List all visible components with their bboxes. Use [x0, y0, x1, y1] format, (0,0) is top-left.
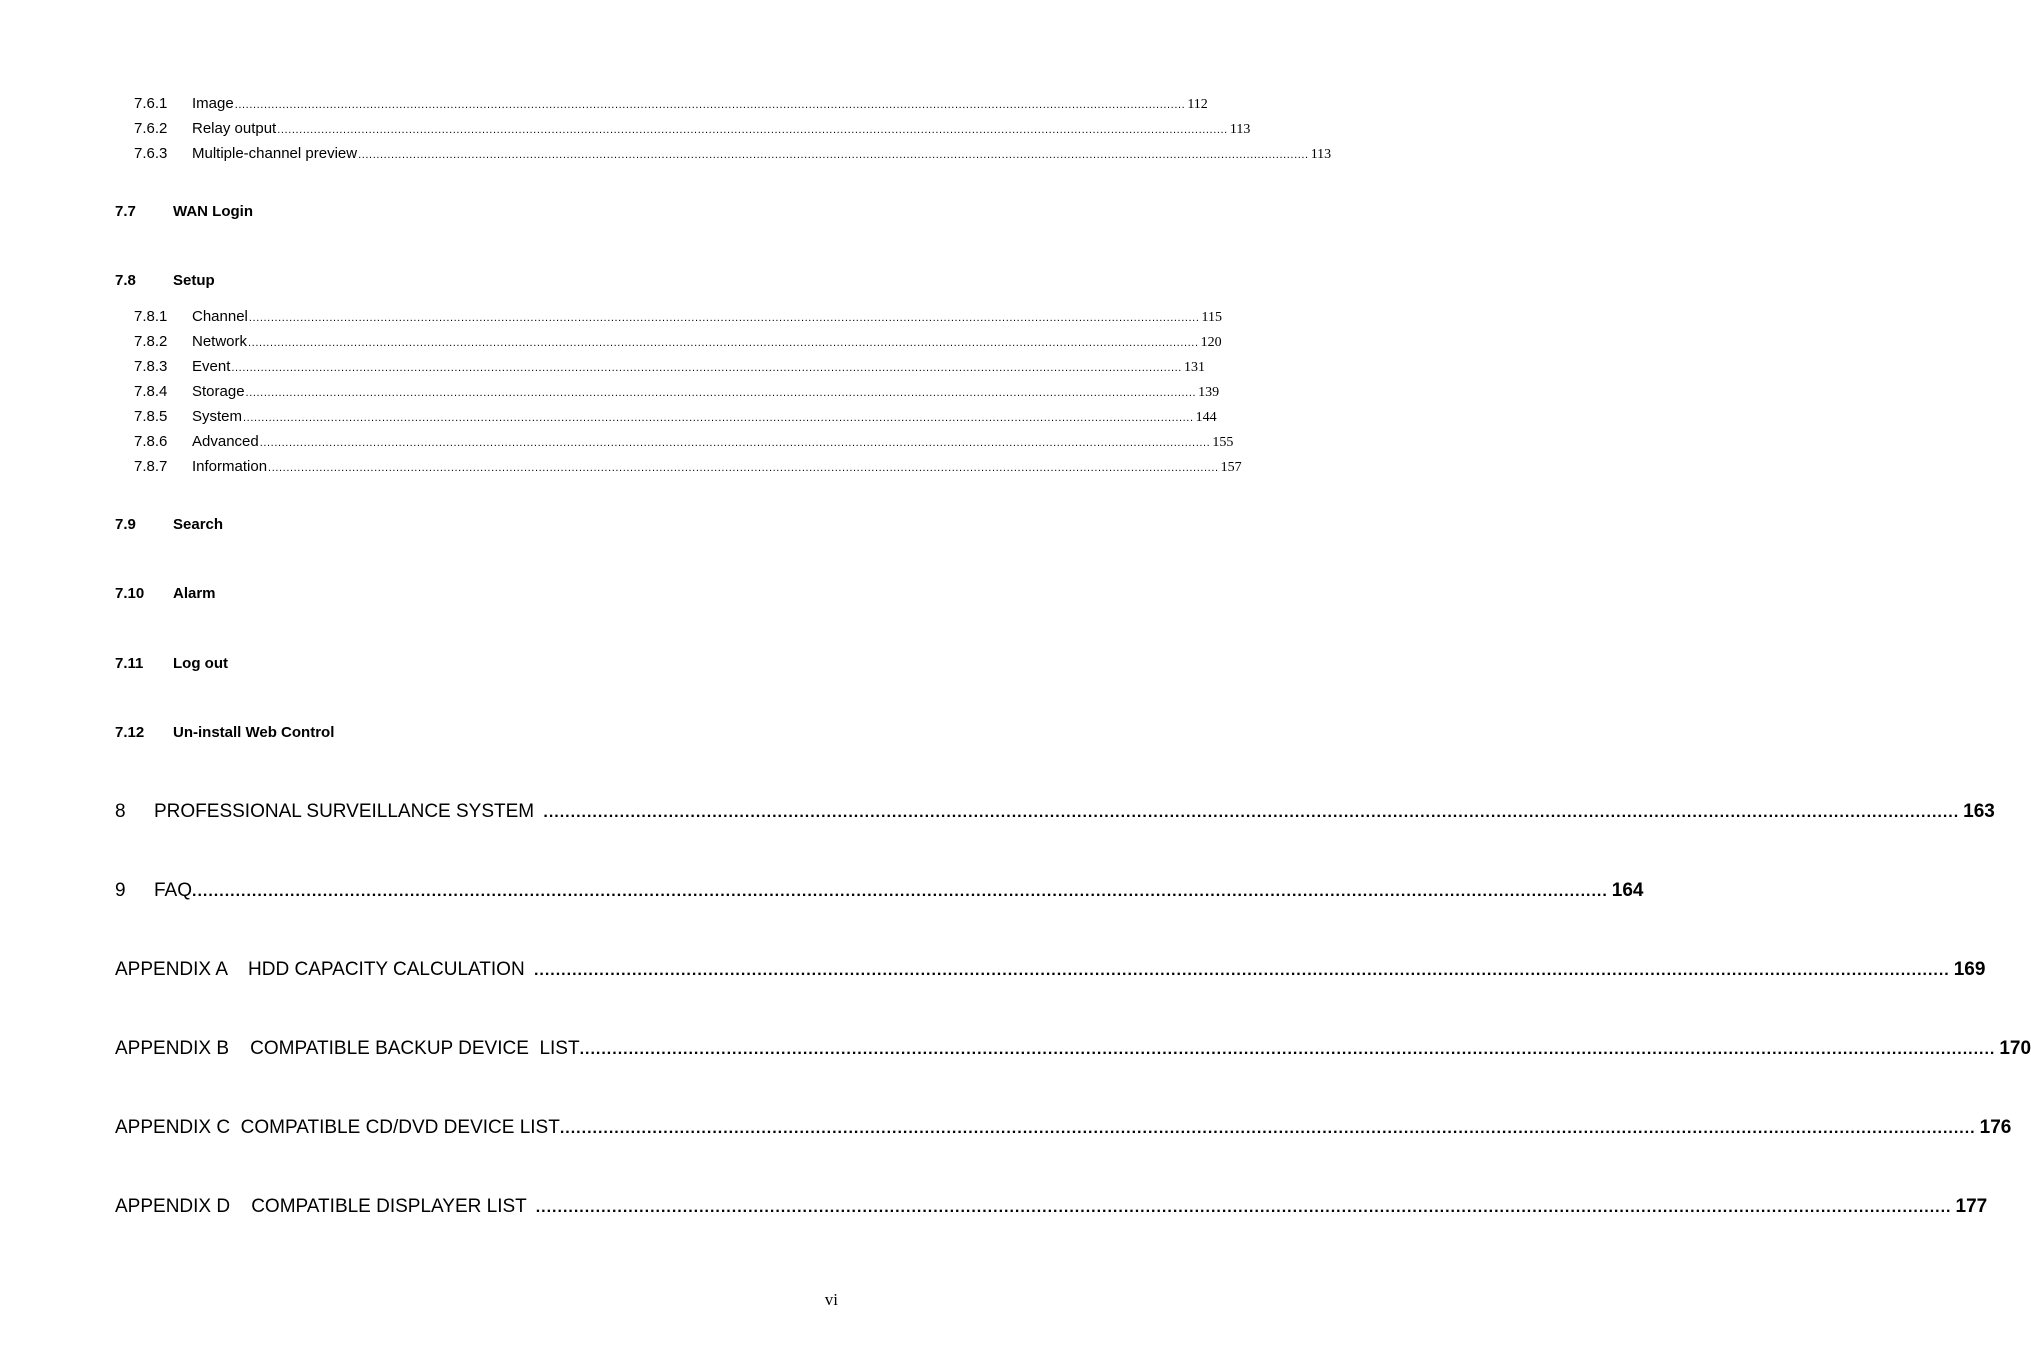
- toc-entry[interactable]: [134, 357, 1205, 377]
- section-number: 7.11: [115, 655, 144, 672]
- section-number: 7.8: [115, 272, 136, 289]
- dot-leader: ....................................................................................................................................................................................................................................................................: [579, 1041, 1996, 1058]
- dot-leader: ....................................................................................................................................................................................................................................................................: [533, 962, 1950, 979]
- page-number-footer: vi: [824, 1290, 838, 1309]
- section-title: Search: [173, 516, 224, 533]
- toc-chapter[interactable]: [115, 1115, 2012, 1141]
- entry-page: 112: [1187, 97, 1208, 112]
- toc-chapter[interactable]: [115, 1036, 2031, 1062]
- toc-entry[interactable]: [134, 119, 1251, 139]
- dot-leader: ....................................................................................................................................................................................................................................................................: [277, 124, 1228, 136]
- chapter-title: APPENDIX D COMPATIBLE DISPLAYER LIST: [115, 1196, 532, 1217]
- chapter-page: 170: [1999, 1038, 2031, 1059]
- chapter-title: PROFESSIONAL SURVEILLANCE SYSTEM: [154, 801, 540, 822]
- entry-number: 7.8.3: [134, 358, 168, 375]
- toc-entry[interactable]: [134, 307, 1222, 327]
- chapter-number: 8: [115, 801, 126, 822]
- entry-number: 7.8.7: [134, 458, 168, 475]
- entry-page: 139: [1198, 385, 1220, 400]
- chapter-page: 169: [1953, 959, 1986, 980]
- chapter-title: APPENDIX A HDD CAPACITY CALCULATION: [115, 959, 530, 980]
- chapter-title: APPENDIX C COMPATIBLE CD/DVD DEVICE LIST: [115, 1117, 560, 1138]
- entry-title: Event: [192, 358, 231, 375]
- entry-page: 113: [1310, 147, 1332, 162]
- entry-title: Storage: [192, 383, 245, 400]
- toc-entry[interactable]: [134, 382, 1220, 402]
- entry-title: Advanced: [192, 433, 259, 450]
- entry-title: Information: [192, 458, 268, 475]
- chapter-number: 9: [115, 880, 126, 901]
- entry-number: 7.6.1: [134, 95, 168, 112]
- entry-number: 7.6.3: [134, 145, 168, 162]
- entry-page: 144: [1195, 410, 1217, 425]
- chapter-title: FAQ: [154, 880, 193, 901]
- entry-title: Multiple-channel preview: [192, 145, 358, 162]
- section-title: Setup: [173, 272, 215, 289]
- toc-entry[interactable]: [134, 144, 1332, 164]
- entry-title: Relay output: [192, 120, 277, 137]
- dot-leader: ....................................................................................................................................................................................................................................................................: [259, 437, 1211, 449]
- dot-leader: ....................................................................................................................................................................................................................................................................: [559, 1120, 1976, 1137]
- dot-leader: ....................................................................................................................................................................................................................................................................: [231, 362, 1182, 374]
- entry-page: 157: [1220, 460, 1242, 475]
- toc-chapter[interactable]: [115, 799, 1995, 825]
- entry-page: 120: [1200, 335, 1222, 350]
- dot-leader: ....................................................................................................................................................................................................................................................................: [358, 149, 1309, 161]
- toc-section-heading[interactable]: [115, 723, 334, 743]
- dot-leader: ....................................................................................................................................................................................................................................................................: [535, 1199, 1952, 1216]
- chapter-page: 164: [1611, 880, 1644, 901]
- dot-leader: ....................................................................................................................................................................................................................................................................: [192, 883, 1608, 900]
- section-number: 7.10: [115, 585, 145, 602]
- toc-section-heading[interactable]: [115, 654, 228, 674]
- entry-number: 7.8.2: [134, 333, 168, 350]
- section-title: Un-install Web Control: [173, 724, 335, 741]
- toc-section-heading[interactable]: [115, 515, 223, 535]
- entry-title: Network: [192, 333, 248, 350]
- entry-page: 115: [1201, 310, 1222, 325]
- toc-entry[interactable]: [134, 432, 1234, 452]
- entry-number: 7.8.6: [134, 433, 168, 450]
- entry-number: 7.8.1: [134, 308, 168, 325]
- dot-leader: ....................................................................................................................................................................................................................................................................: [543, 804, 1960, 821]
- toc-chapter[interactable]: [115, 878, 1644, 904]
- toc-chapter[interactable]: [115, 1194, 1988, 1220]
- entry-number: 7.6.2: [134, 120, 168, 137]
- chapter-page: 177: [1955, 1196, 1988, 1217]
- entry-page: 155: [1212, 435, 1234, 450]
- dot-leader: ....................................................................................................................................................................................................................................................................: [248, 312, 1200, 324]
- dot-leader: ....................................................................................................................................................................................................................................................................: [234, 99, 1186, 111]
- toc-section-heading[interactable]: [115, 271, 215, 291]
- section-number: 7.12: [115, 724, 145, 741]
- entry-title: System: [192, 408, 243, 425]
- chapter-title: APPENDIX B COMPATIBLE BACKUP DEVICE LIST: [115, 1038, 580, 1059]
- toc-entry[interactable]: [134, 94, 1208, 114]
- section-number: 7.7: [115, 203, 136, 220]
- entry-number: 7.8.4: [134, 383, 168, 400]
- section-title: WAN Login: [173, 203, 253, 220]
- toc-section-heading[interactable]: [115, 584, 216, 604]
- dot-leader: ....................................................................................................................................................................................................................................................................: [243, 412, 1194, 424]
- entry-title: Image: [192, 95, 234, 112]
- dot-leader: ....................................................................................................................................................................................................................................................................: [245, 387, 1197, 399]
- dot-leader: ....................................................................................................................................................................................................................................................................: [268, 462, 1219, 474]
- entry-title: Channel: [192, 308, 248, 325]
- entry-number: 7.8.5: [134, 408, 168, 425]
- chapter-page: 176: [1979, 1117, 2012, 1138]
- toc-entry[interactable]: [134, 407, 1217, 427]
- entry-page: 131: [1183, 360, 1205, 375]
- section-title: Alarm: [173, 585, 216, 602]
- toc-chapter[interactable]: [115, 957, 1986, 983]
- section-number: 7.9: [115, 516, 136, 533]
- chapter-page: 163: [1963, 801, 1995, 822]
- toc-entry[interactable]: [134, 332, 1222, 352]
- entry-page: 113: [1229, 122, 1251, 137]
- section-title: Log out: [173, 655, 228, 672]
- dot-leader: ....................................................................................................................................................................................................................................................................: [248, 337, 1199, 349]
- toc-section-heading[interactable]: [115, 202, 253, 222]
- toc-entry[interactable]: [134, 457, 1242, 477]
